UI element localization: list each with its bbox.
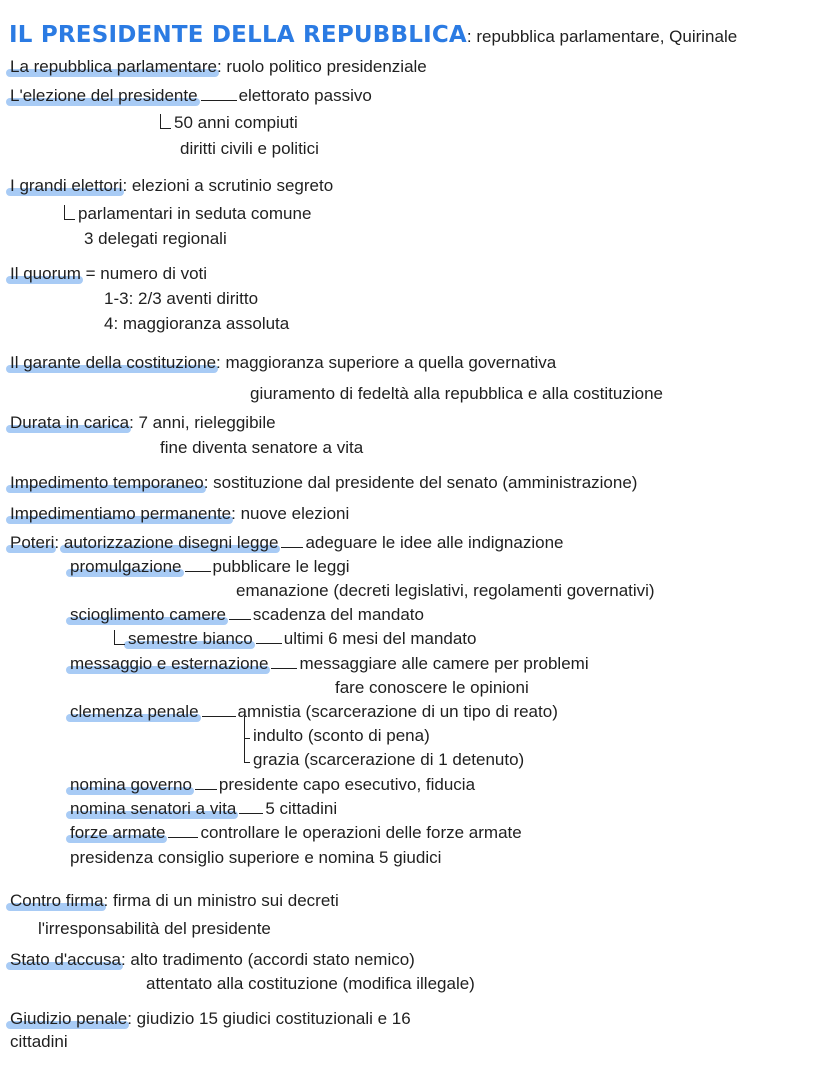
branch-tick (244, 738, 250, 739)
branch-corner (64, 205, 75, 220)
connector-dash (271, 668, 297, 669)
messaggio-line (70, 655, 589, 672)
connector-dash (195, 789, 217, 790)
repubblica-line (10, 58, 427, 75)
imp-temp-line (10, 474, 637, 491)
def-messaggio: messaggiare alle camere per problemi (299, 654, 589, 673)
page-title: IL PRESIDENTE DELLA REPUBBLICA (9, 22, 467, 48)
quorum-sub1: 1-3: 2/3 aventi diritto (104, 289, 259, 308)
def-giudizio: : giudizio 15 giudici costituzionali e 16 (127, 1009, 411, 1028)
def-elettori: : elezioni a scrutinio segreto (122, 176, 334, 195)
elezione-req1 (160, 114, 298, 131)
forze-line (70, 824, 522, 841)
elettori-line (10, 177, 333, 194)
term-poteri: Poteri (10, 533, 55, 552)
clemenza-grazia: grazia (scarcerazione di 1 detenuto) (253, 750, 525, 769)
clemenza-sub2 (244, 727, 430, 744)
term-garante: Il garante della costituzione (10, 353, 217, 372)
garante-sub1: giuramento di fedeltà alla repubblica e alla costituzione (250, 384, 663, 403)
messaggio-def2: fare conoscere le opinioni (335, 678, 529, 697)
accusa-sub1: attentato alla costituzione (modifica illegale) (146, 974, 475, 993)
def-durata: : 7 anni, rieleggibile (129, 413, 276, 432)
giudizio-line (10, 1010, 411, 1027)
def-nomina-senatori: 5 cittadini (265, 799, 338, 818)
branch-corner (114, 630, 125, 645)
term-controfirma: Contro firma (10, 891, 104, 910)
imp-perm-line (10, 505, 349, 522)
def-accusa: : alto tradimento (accordi stato nemico) (120, 950, 415, 969)
def-autorizzazione: adeguare le idee alle indignazione (305, 533, 564, 552)
branch-tick (244, 762, 250, 763)
def-garante: : maggioranza superiore a quella governativa (216, 353, 557, 372)
accusa-line (10, 951, 415, 968)
term-scioglimento: scioglimento camere (70, 605, 226, 624)
term-elettori: I grandi elettori (10, 176, 123, 195)
term-durata: Durata in carica (10, 413, 130, 432)
req-eta: 50 anni compiuti (174, 113, 298, 132)
title-suffix: : repubblica parlamentare, Quirinale (466, 27, 738, 46)
nomina-senatori-line (70, 800, 337, 817)
connector-dash (168, 837, 198, 838)
connector-dash (256, 643, 282, 644)
connector-dash (201, 100, 237, 101)
def-promulgazione: pubblicare le leggi (212, 557, 350, 576)
def-nomina-governo: presidente capo esecutivo, fiducia (218, 775, 476, 794)
term-imp-perm: Impedimentiamo permanente (10, 504, 232, 523)
def-quorum: = numero di voti (80, 264, 208, 283)
term-giudizio: Giudizio penale (10, 1009, 128, 1028)
presidenza-line: presidenza consiglio superiore e nomina 5 giudici (70, 848, 442, 867)
term-accusa: Stato d'accusa (10, 950, 121, 969)
controfirma-sub1: l'irresponsabilità del presidente (38, 919, 271, 938)
def-scioglimento: scadenza del mandato (252, 605, 424, 624)
nomina-governo-line (70, 776, 475, 793)
def-elezione: elettorato passivo (238, 86, 372, 105)
term-autorizzazione: autorizzazione disegni legge (63, 533, 279, 552)
term-nomina-senatori: nomina senatori a vita (70, 799, 237, 818)
term-clemenza: clemenza penale (70, 702, 199, 721)
giudizio-def2: cittadini (10, 1032, 68, 1051)
poteri-sep: : (54, 533, 60, 552)
term-imp-temp: Impedimento temporaneo (10, 473, 204, 492)
clemenza-indulto: indulto (sconto di pena) (253, 726, 430, 745)
title-line (9, 24, 737, 47)
term-semestre: semestre bianco (128, 629, 253, 648)
elezione-req2: diritti civili e politici (180, 139, 319, 158)
scioglimento-line (70, 606, 424, 623)
def-imp-temp: : sostituzione dal presidente del senato (amministrazione) (203, 473, 638, 492)
def-controfirma: : firma di un ministro sui decreti (103, 891, 339, 910)
branch-corner (160, 114, 171, 129)
durata-sub1: fine diventa senatore a vita (160, 438, 364, 457)
semestre-line (114, 630, 477, 647)
term-quorum: Il quorum (10, 264, 81, 283)
term-elezione: L'elezione del presidente (10, 86, 198, 105)
connector-dash (229, 619, 251, 620)
clemenza-line (70, 703, 558, 720)
durata-line (10, 414, 276, 431)
elezione-line (10, 87, 372, 104)
term-promulgazione: promulgazione (70, 557, 182, 576)
connector-dash (239, 813, 263, 814)
quorum-line (10, 265, 207, 282)
term-forze: forze armate (70, 823, 166, 842)
connector-dash (185, 571, 211, 572)
quorum-sub2: 4: maggioranza assoluta (104, 314, 290, 333)
elettori-sub2: 3 delegati regionali (84, 229, 227, 248)
def-forze: controllare le operazioni delle forze armate (200, 823, 522, 842)
elettori-sub1 (64, 205, 311, 222)
garante-line (10, 354, 556, 371)
clemenza-sub3 (244, 751, 524, 768)
sub-parlamentari: parlamentari in seduta comune (78, 204, 312, 223)
term-repubblica: La repubblica parlamentare (10, 57, 217, 76)
def-imp-perm: : nuove elezioni (231, 504, 350, 523)
connector-dash (202, 716, 236, 717)
clemenza-amnistia: amnistia (scarcerazione di un tipo di reato) (237, 702, 558, 721)
term-messaggio: messaggio e esternazione (70, 654, 269, 673)
poteri-line (10, 534, 563, 551)
connector-dash (281, 547, 303, 548)
term-nomina-governo: nomina governo (70, 775, 192, 794)
def-repubblica: : ruolo politico presidenziale (216, 57, 427, 76)
promulgazione-def2: emanazione (decreti legislativi, regolamenti governativi) (236, 581, 655, 600)
promulgazione-line (70, 558, 350, 575)
def-semestre: ultimi 6 mesi del mandato (283, 629, 477, 648)
controfirma-line (10, 892, 339, 909)
